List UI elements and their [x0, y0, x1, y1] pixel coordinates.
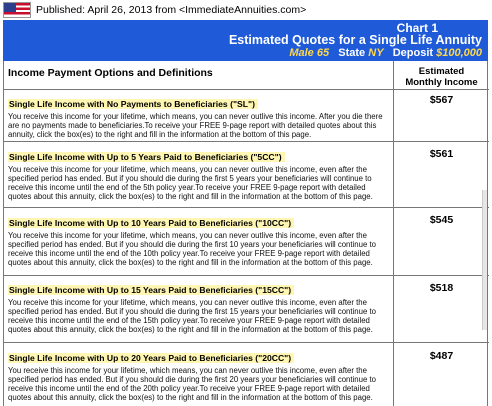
- option-title: Single Life Income with Up to 15 Years Paid to Beneficiaries ("15CC"): [8, 285, 294, 295]
- chart-title: Estimated Quotes for a Single Life Annuity: [228, 33, 482, 47]
- option-title: Single Life Income with Up to 10 Years Paid to Beneficiaries ("10CC"): [8, 218, 294, 228]
- table-row-option-5cc[interactable]: [4, 147, 393, 201]
- chart-subtitle: [289, 47, 482, 59]
- option-title: Single Life Income with No Payments to Beneficiaries ("SL"): [8, 99, 258, 109]
- monthly-income-20cc: $487: [429, 350, 454, 362]
- deposit-value: $100,000: [436, 47, 482, 59]
- option-title: Single Life Income with Up to 5 Years Paid to Beneficiaries ("5CC"): [8, 152, 285, 162]
- scrollbar[interactable]: [482, 190, 487, 330]
- monthly-income-5cc: $561: [429, 148, 454, 160]
- deposit-label: Deposit: [392, 47, 434, 59]
- table-row-option-10cc[interactable]: [4, 213, 393, 267]
- gender-label: Male: [289, 47, 314, 59]
- table-row-option-sl[interactable]: [4, 94, 393, 139]
- state-label: State: [338, 47, 366, 59]
- top-bar: [0, 0, 492, 21]
- quotes-table: [3, 61, 488, 406]
- table-row-option-20cc[interactable]: [4, 348, 393, 402]
- column-header-income: Estimated Monthly Income: [405, 66, 478, 88]
- option-description: You receive this income for your lifetime, which means, you can never outlive this income, even after the specified period has ended. But if you should die during the first 5 years your beneficiaries will continue to receive this income until the end of the 5th policy year.To receive your FREE 9-page report with detailed quotes about this annuity, click the box(es) to the right and fill in the information at the bottom of this page.: [8, 165, 373, 201]
- chart-label: Chart 1: [396, 21, 438, 35]
- option-description: You receive this income for your lifetime, which means, you can never outlive this income, even after the specified period has ended. But if you should die during the first 10 years your beneficiaries will continue to receive this income until the end of the 10th policy year.To receive your FREE 9-page report with detailed quotes about this annuity, click the box(es) to the right and fill in the information at the bottom of this page.: [8, 231, 376, 267]
- age-value: 65: [316, 47, 330, 59]
- option-title: Single Life Income with Up to 20 Years Paid to Beneficiaries ("20CC"): [8, 353, 294, 363]
- state-value: NY: [368, 47, 384, 59]
- monthly-income-15cc: $518: [429, 282, 454, 294]
- us-flag-icon: [3, 2, 31, 18]
- table-row-option-15cc[interactable]: [4, 280, 393, 334]
- published-date: Published: April 26, 2013 from <ImmediateAnnuities.com>: [36, 4, 307, 16]
- chart-header-banner: [3, 20, 488, 61]
- column-header-options: Income Payment Options and Definitions: [8, 67, 213, 79]
- option-description: You receive this income for your lifetime, which means, you can never outlive this income, even after the specified period has ended. But if you should die during the first 15 years your beneficiaries will continue to receive this income until the end of the 15th policy year.To receive your FREE 9-page report with detailed quotes about this annuity, click the box(es) to the right and fill in the information at the bottom of this page.: [8, 298, 376, 334]
- monthly-income-10cc: $545: [429, 214, 454, 226]
- option-description: You receive this income for your lifetime, which means, you can never outlive this income. After you die there are no payments made to beneficiaries.To receive your FREE 9-page report with detailed quotes about this annuity, click the box(es) to the right and fill in the information at the bottom of this page.: [8, 112, 383, 139]
- monthly-income-sl: $567: [429, 94, 454, 106]
- option-description: You receive this income for your lifetime, which means, you can never outlive this income, even after the specified period has ended. But if you should die during the first 20 years your beneficiaries will continue to receive this income until the end of the 20th policy year.To receive your FREE 9-page report with detailed quotes about this annuity, click the box(es) to the right and fill in the information at the bottom of this page.: [8, 366, 376, 402]
